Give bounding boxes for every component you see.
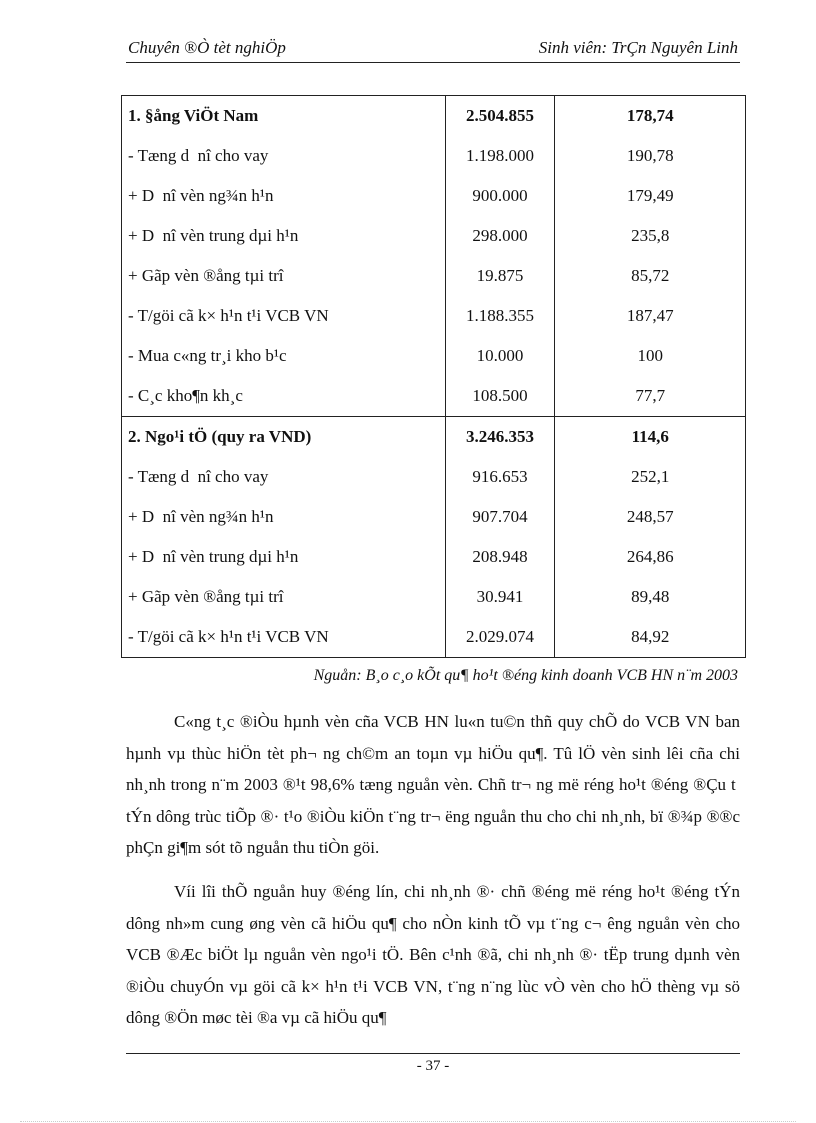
table-row: [122, 376, 746, 417]
row-percent: 114,6: [555, 417, 746, 458]
row-value: 900.000: [445, 176, 555, 216]
row-value: 208.948: [445, 537, 555, 577]
row-percent: 190,78: [555, 136, 746, 176]
page-header: [126, 38, 740, 63]
page-number: - 37 -: [416, 1058, 450, 1074]
page-edge-divider: [20, 1121, 796, 1122]
row-value: 1.188.355: [445, 296, 555, 336]
row-percent: 100: [555, 336, 746, 376]
row-label: 2. Ngo¹i tÖ (quy ra VND): [122, 417, 446, 458]
row-value: 2.504.855: [445, 96, 555, 137]
row-label: + Gãp vèn ®ång tµi trî: [122, 577, 446, 617]
row-percent: 264,86: [555, 537, 746, 577]
row-value: 907.704: [445, 497, 555, 537]
table-row: [122, 417, 746, 458]
row-percent: 248,57: [555, 497, 746, 537]
row-label: - C¸c kho¶n kh¸c: [122, 376, 446, 417]
row-value: 108.500: [445, 376, 555, 417]
header-author: Sinh viên: TrÇn Nguyên Linh: [538, 38, 738, 57]
row-label: - T/göi cã k× h¹n t¹i VCB VN: [122, 617, 446, 658]
row-value: 30.941: [445, 577, 555, 617]
row-percent: 252,1: [555, 457, 746, 497]
row-percent: 178,74: [555, 96, 746, 137]
row-label: - Tæng d nî cho vay: [122, 457, 446, 497]
table-source-note: Nguån: B¸o c¸o kÕt qu¶ ho¹t ®éng kinh doanh VCB HN n¨m 2003: [313, 667, 738, 684]
row-value: 3.246.353: [445, 417, 555, 458]
loan-structure-table: [121, 95, 746, 658]
row-label: - Tæng d nî cho vay: [122, 136, 446, 176]
table-row: [122, 497, 746, 537]
header-title: Chuyên ®Ò tèt nghiÖp: [128, 38, 286, 57]
page-footer: [126, 1053, 740, 1075]
table-row: [122, 457, 746, 497]
row-value: 298.000: [445, 216, 555, 256]
row-value: 10.000: [445, 336, 555, 376]
row-label: + D nî vèn trung dµi h¹n: [122, 537, 446, 577]
row-label: + D nî vèn trung dµi h¹n: [122, 216, 446, 256]
table-row: [122, 577, 746, 617]
row-percent: 187,47: [555, 296, 746, 336]
body-paragraph-1: [126, 706, 740, 864]
table-row: [122, 136, 746, 176]
row-percent: 84,92: [555, 617, 746, 658]
row-value: 19.875: [445, 256, 555, 296]
row-value: 1.198.000: [445, 136, 555, 176]
table-row: [122, 537, 746, 577]
table-row: [122, 256, 746, 296]
row-value: 916.653: [445, 457, 555, 497]
row-label: + D nî vèn ng¾n h¹n: [122, 497, 446, 537]
row-percent: 77,7: [555, 376, 746, 417]
table-row: [122, 176, 746, 216]
row-value: 2.029.074: [445, 617, 555, 658]
row-percent: 89,48: [555, 577, 746, 617]
row-percent: 235,8: [555, 216, 746, 256]
body-paragraph-2: [126, 876, 740, 1034]
row-label: + Gãp vèn ®ång tµi trî: [122, 256, 446, 296]
row-label: - T/göi cã k× h¹n t¹i VCB VN: [122, 296, 446, 336]
row-label: 1. §ång ViÖt Nam: [122, 96, 446, 137]
table-row: [122, 617, 746, 658]
table-row: [122, 296, 746, 336]
paragraph-text: C«ng t¸c ®iÒu hµnh vèn cña VCB HN lu«n tu©n thñ quy chÕ do VCB VN ban hµnh vµ thùc hiÖn tèt ph¬ ng ch©m an toµn vµ hiÖu qu¶. Tû lÖ vèn sinh lêi cña chi nh¸nh trong n¨m 2003 ®¹t 98,6% tæng nguån vèn. Chñ tr¬ ng më réng ho¹t ®éng ®Çu t tÝn dông trùc tiÕp ®· t¹o ®iÒu kiÖn t¨ng tr¬ ëng nguån thu cho chi nh¸nh, bï ®¾p ®®c phÇn gi¶m sót tõ nguån thu tiÒn göi.: [126, 712, 740, 857]
table-row: [122, 216, 746, 256]
row-label: - Mua c«ng tr¸i kho b¹c: [122, 336, 446, 376]
row-label: + D nî vèn ng¾n h¹n: [122, 176, 446, 216]
table-row: [122, 336, 746, 376]
row-percent: 179,49: [555, 176, 746, 216]
row-percent: 85,72: [555, 256, 746, 296]
paragraph-text: Víi lîi thÕ nguån huy ®éng lín, chi nh¸nh ®· chñ ®éng më réng ho¹t ®éng tÝn dông nh»m cung øng vèn cã hiÖu qu¶ cho nÒn kinh tÕ vµ t¨ng c¬ êng nguån vèn cho VCB ®Æc biÖt lµ nguån vèn ngo¹i tÖ. Bên c¹nh ®ã, chi nh¸nh ®· tËp trung dµnh vèn ®iÒu chuyÓn vµ göi cã k× h¹n t¹i VCB VN, t¨ng n¨ng lùc vÒ vèn cho hÖ thèng vµ sö dông ®Ön møc tèi ®a vµ cã hiÖu qu¶: [126, 882, 740, 1027]
table-row: [122, 96, 746, 137]
